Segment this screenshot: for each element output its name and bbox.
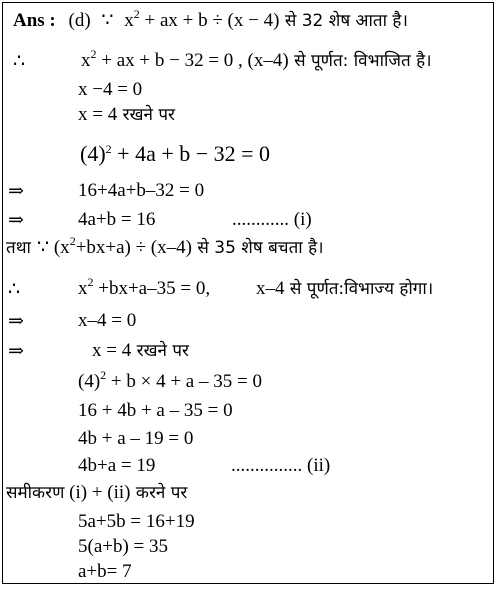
combined-equations: (i) + (ii): [64, 482, 131, 503]
equation-tag: ............... (ii): [231, 455, 331, 476]
answer-label: Ans :: [13, 10, 56, 31]
equation-end: +bx+a–35 = 0,: [93, 278, 211, 299]
equation-end: + b × 4 + a – 35 = 0: [106, 371, 262, 392]
equation-end: + 4a + b − 32 = 0: [111, 141, 271, 166]
exponent: 2: [90, 47, 97, 61]
implies-symbol: ⇒: [8, 209, 24, 231]
simplification-line: 4b + a – 19 = 0: [78, 428, 194, 449]
equation: 16+4a+b–32 = 0: [78, 180, 205, 201]
equation: 4a+b = 16: [78, 209, 156, 230]
divisor-expression: (x–4): [242, 50, 289, 71]
divisible-text: से पूर्णत: विभाजित है।: [288, 51, 432, 71]
implies-symbol: ⇒: [8, 180, 24, 202]
exponent: 2: [105, 142, 112, 156]
substitution-value: x = 4: [78, 104, 118, 125]
substitution-line: [78, 104, 175, 126]
division-start: (x: [49, 237, 70, 258]
substitution-line-2: [8, 340, 189, 363]
divisible-equation: [81, 47, 432, 72]
equation-start: (4): [78, 371, 101, 392]
exponent: 2: [69, 234, 76, 248]
answer-heading-line: [13, 9, 408, 32]
division-end: +bx+a) ÷ (x–4): [75, 237, 192, 258]
dividend-expression-start: x: [124, 10, 134, 31]
exponent: 2: [133, 7, 140, 21]
answer-option: (d): [68, 10, 91, 31]
because-symbol: ∵: [30, 236, 50, 258]
combine-equations-line: [6, 482, 187, 504]
equation: x–4 = 0: [78, 310, 137, 331]
equation-i-line: [8, 209, 312, 232]
sum-line: 5a+5b = 16+19: [78, 511, 195, 532]
substitution: [92, 340, 189, 362]
divisor-clause: [256, 278, 433, 300]
substitution-value: x = 4: [92, 340, 132, 361]
second-condition-line: [6, 236, 324, 259]
therefore-symbol: ∴: [13, 50, 26, 72]
equation-line: x −4 = 0: [78, 79, 143, 100]
and-text: तथा: [6, 238, 31, 258]
factored-line: 5(a+b) = 35: [78, 536, 169, 557]
divisible-statement-line: [13, 47, 432, 73]
equation-word: समीकरण: [6, 483, 65, 503]
substituted-equation-line-2: [78, 368, 262, 393]
implies-symbol: ⇒: [8, 310, 24, 332]
divisible-text: से पूर्णत:विभाज्य होगा।: [284, 279, 434, 299]
equation-start: x: [81, 50, 91, 71]
equation-end: + ax + b − 32 = 0 ,: [96, 50, 243, 71]
exponent: 2: [100, 368, 107, 382]
implication-line: [8, 180, 205, 203]
because-symbol: ∵: [101, 9, 114, 31]
exponent: 2: [87, 275, 94, 289]
final-answer-line: a+b= 7: [78, 561, 132, 582]
divisible-equation: [78, 275, 211, 300]
simplification-line: 16 + 4b + a – 35 = 0: [78, 400, 233, 421]
divisor-expression: x–4: [256, 278, 285, 299]
equation-start: (4): [80, 141, 106, 166]
equation-tag: ............ (i): [232, 209, 312, 230]
dividend-expression-end: + ax + b ÷ (x − 4): [139, 10, 280, 31]
substitution-text: रखने पर: [131, 341, 189, 361]
substituted-equation-line: [80, 143, 270, 165]
substitution-text: रखने पर: [117, 105, 175, 125]
therefore-symbol: ∴: [8, 278, 21, 300]
equation-start: x: [78, 278, 88, 299]
equation: 4b+a = 19: [78, 455, 156, 476]
implication-line: [8, 310, 137, 333]
equation-ii-line: [78, 455, 331, 477]
doing-text: करने पर: [130, 483, 188, 503]
implies-symbol: ⇒: [8, 340, 24, 362]
remainder-statement: से 32 शेष आता है।: [279, 11, 408, 31]
remainder-statement: से 35 शेष बचता है।: [191, 238, 324, 258]
divisible-statement-line-2: [8, 275, 434, 301]
